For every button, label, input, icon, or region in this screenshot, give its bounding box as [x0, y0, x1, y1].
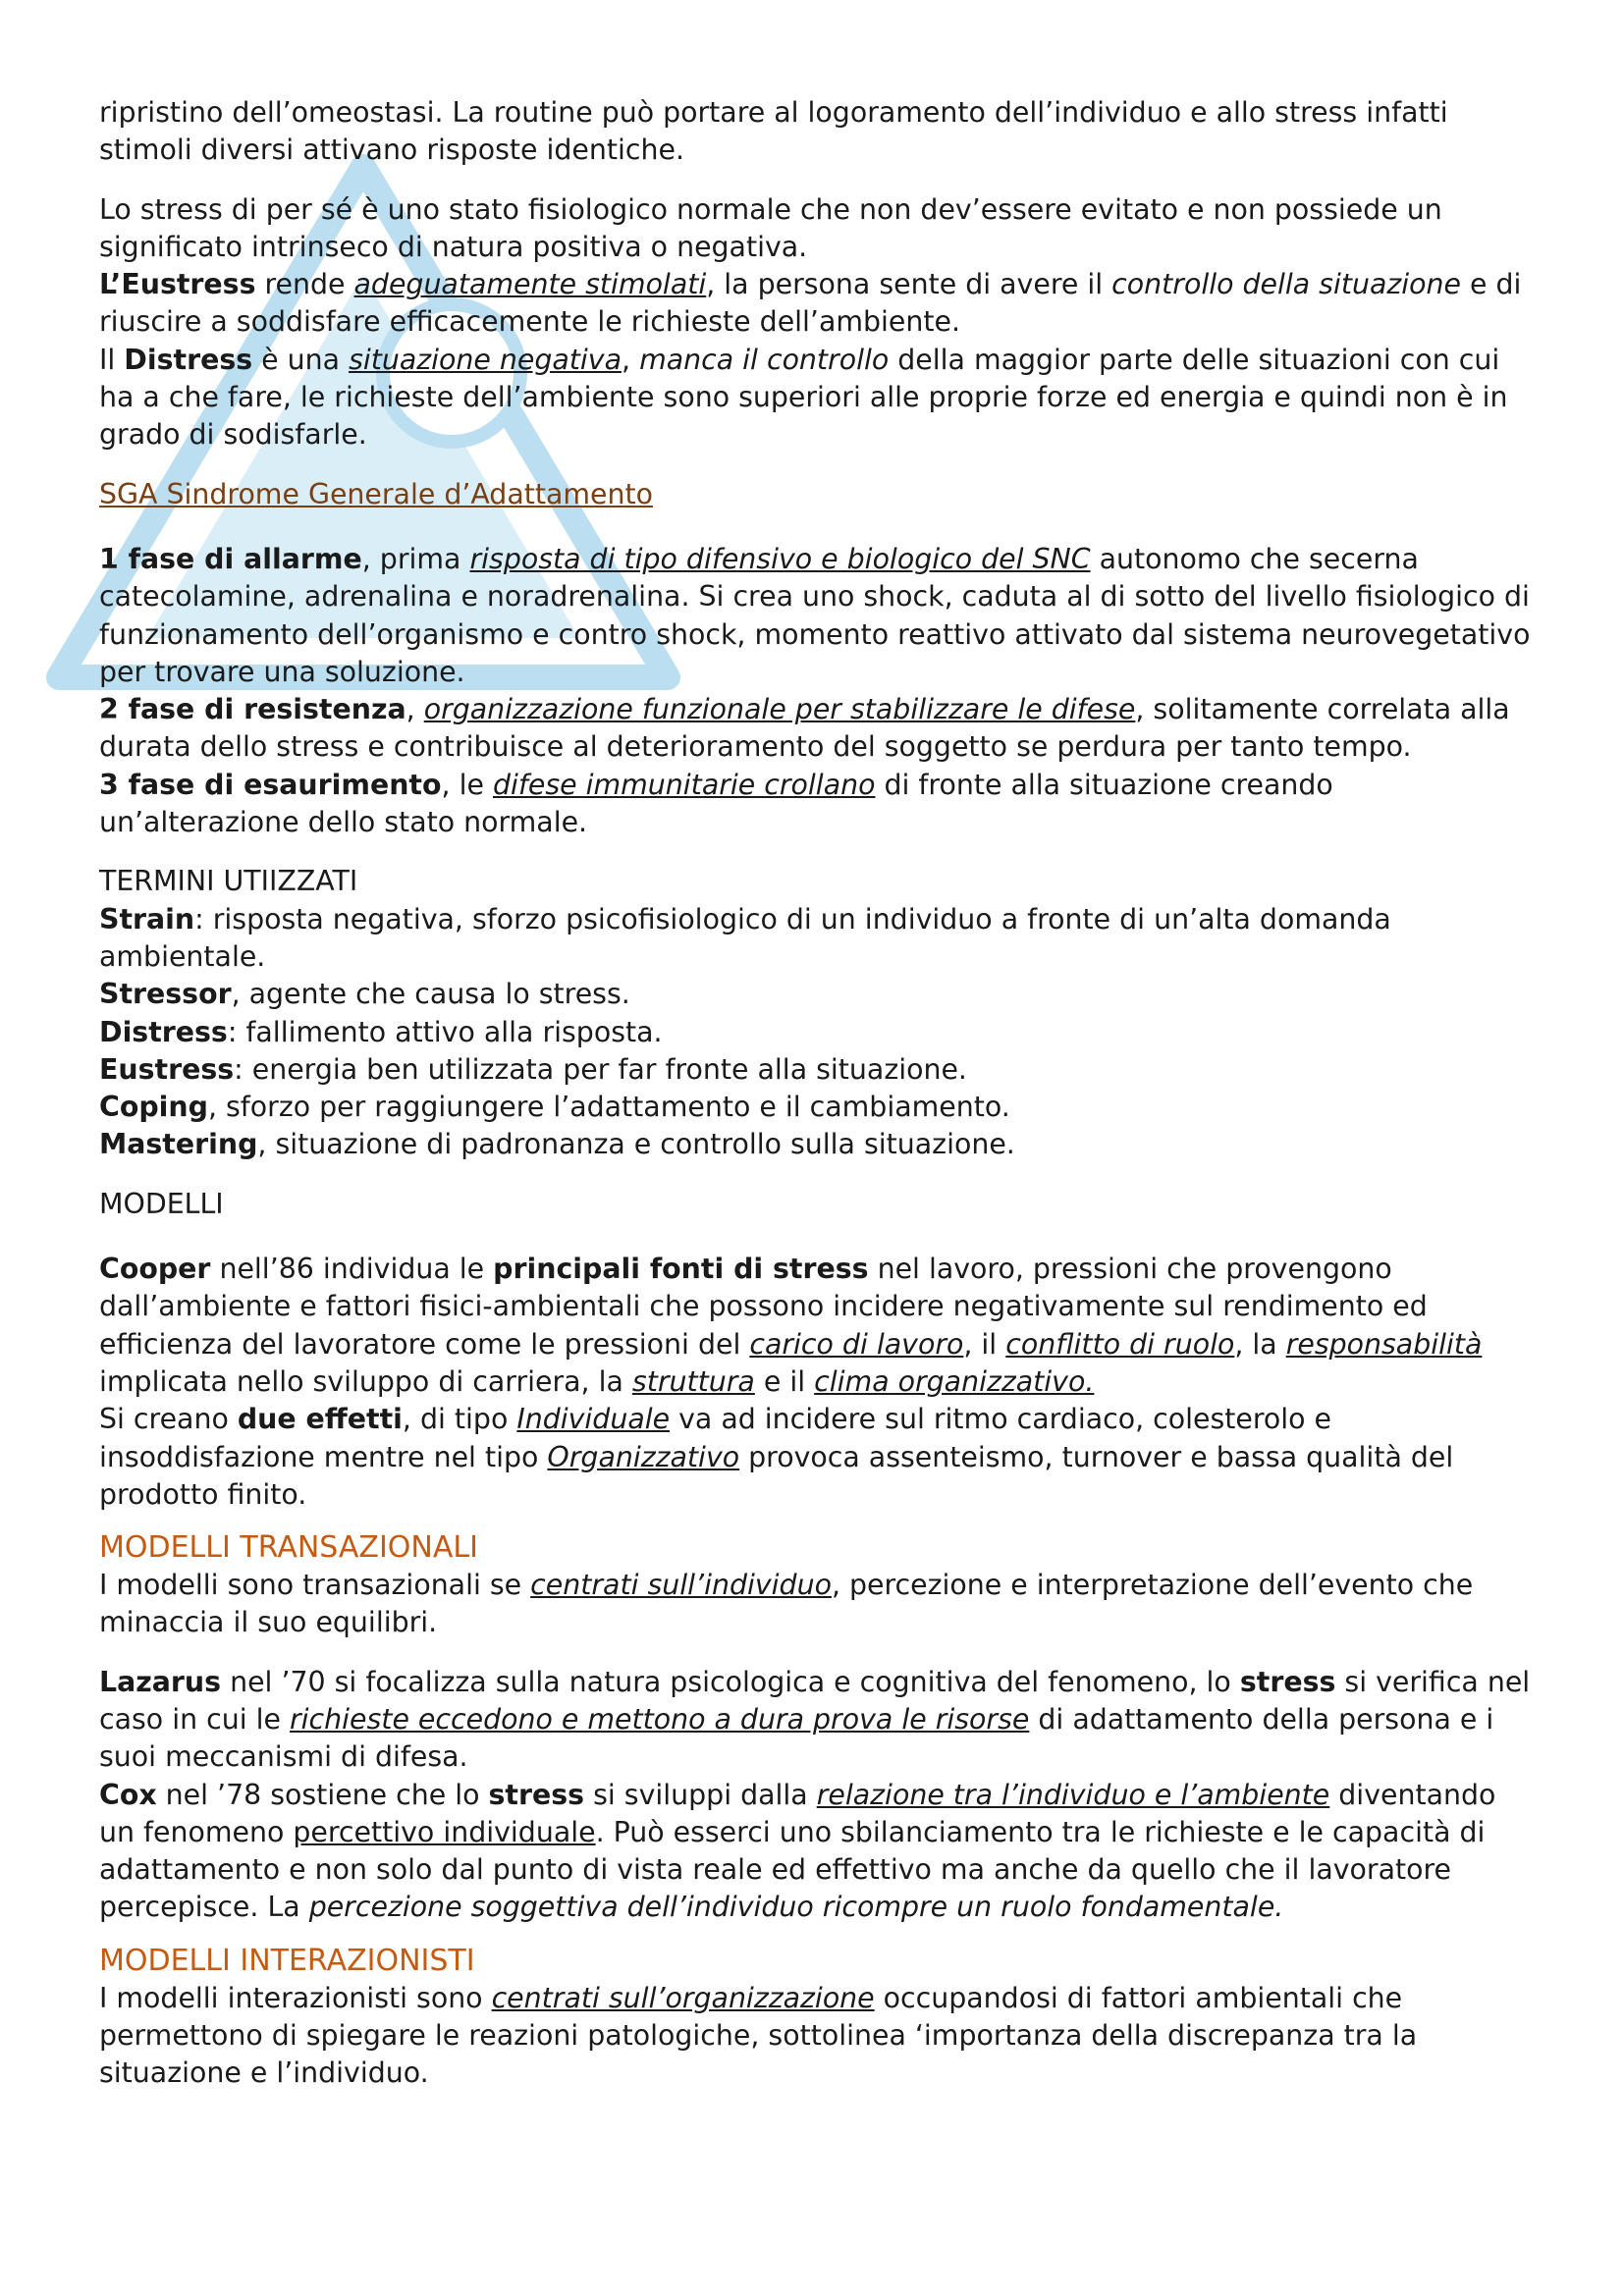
paragraph-eustress: L’Eustress rende adeguatamente stimolati, la persona sente di avere il controllo della situazione e di riuscire a soddisfare efficacemente le richieste dell’ambiente.: [99, 268, 1522, 339]
emphasis-manca-controllo: manca il controllo: [639, 343, 890, 376]
paragraph-transazionali: I modelli sono transazionali se centrati sull’individuo, percezione e interpretazione dell’evento che minaccia il suo equilibri.: [99, 1569, 1474, 1639]
term-item: Strain: risposta negativa, sforzo psicofisiologico di un individuo a fronte di un’alta domanda ambientale.: [99, 902, 1391, 973]
paragraph-fase-2: 2 fase di resistenza, organizzazione funzionale per stabilizzare le difese, solitamente correlata alla durata dello stress e contribuisce al deterioramento del soggetto se perdura per tanto tempo.: [99, 693, 1510, 764]
term-item: Mastering, situazione di padronanza e controllo sulla situazione.: [99, 1128, 1015, 1161]
term-lazarus: Lazarus: [99, 1665, 222, 1698]
sga-link[interactable]: SGA Sindrome Generale d’Adattamento: [99, 477, 654, 510]
emphasis-situazione-negativa: situazione negativa: [349, 343, 622, 376]
paragraph-omeostasi: ripristino dell’omeostasi. La routine può portare al logoramento dell’individuo e allo stress infatti stimoli diversi attivano risposte identiche.: [99, 96, 1448, 167]
term-distress: Distress: [124, 343, 253, 376]
heading-modelli-interazionisti: MODELLI INTERAZIONISTI: [99, 1943, 475, 1978]
paragraph-cooper: Cooper nell’86 individua le principali fonti di stress nel lavoro, pressioni che provengono dall’ambiente e fattori fisici-ambientali che possono incidere negativamente sul rendimento ed efficienza del lavoratore come le pressioni del carico di lavoro, il conflitto di ruolo, la responsabilità implicata nello sviluppo di carriera, la struttura e il clima organizzativo.: [99, 1253, 1483, 1398]
paragraph-cox: Cox nel ’78 sostiene che lo stress si sviluppi dalla relazione tra l’individuo e l’ambiente diventando un fenomeno percettivo individuale. Può esserci uno sbilanciamento tra le richieste e le capacità di adattamento e non solo dal punto di vista reale ed effettivo ma anche da quello che il lavoratore percepisce. La percezione soggettiva dell’individuo ricompre un ruolo fondamentale.: [99, 1778, 1496, 1924]
term-eustress: L’Eustress: [99, 268, 256, 301]
emphasis-organizzazione-funzionale: organizzazione funzionale per stabilizzare le difese: [423, 693, 1136, 726]
term-cox: Cox: [99, 1778, 157, 1811]
emphasis-controllo: controllo della situazione: [1111, 268, 1461, 301]
paragraph-interazionisti: I modelli interazionisti sono centrati sull’organizzazione occupandosi di fattori ambientali che permettono di spiegare le reazioni patologiche, sottolinea ‘importanza della discrepanza tra la situazione e l’individuo.: [99, 1981, 1418, 2090]
paragraph-effetti: Si creano due effetti, di tipo Individuale va ad incidere sul ritmo cardiaco, colesterolo e insoddisfazione mentre nel tipo Organizzativo provoca assenteismo, turnover e bassa qualità del prodotto finito.: [99, 1403, 1454, 1511]
modelli-title: MODELLI: [99, 1187, 224, 1220]
paragraph-fase-1: 1 fase di allarme, prima risposta di tipo difensivo e biologico del SNC autonomo che secerna catecolamine, adrenalina e noradrenalina. Si crea uno shock, caduta al di sotto del livello fisiologico di funzionamento dell’organismo e contro shock, momento reattivo attivato dal sistema neurovegetativo per trovare una soluzione.: [99, 542, 1531, 688]
term-fase-esaurimento: 3 fase di esaurimento: [99, 768, 442, 801]
paragraph-stress-normale: Lo stress di per sé è uno stato fisiologico normale che non dev’essere evitato e non possiede un significato intrinseco di natura positiva o negativa.: [99, 192, 1442, 263]
emphasis-difese-immunitarie: difese immunitarie crollano: [492, 768, 876, 801]
term-item: Eustress: energia ben utilizzata per far fronte alla situazione.: [99, 1052, 967, 1086]
term-item: Coping, sforzo per raggiungere l’adattamento e il cambiamento.: [99, 1091, 1010, 1124]
termini-title: TERMINI UTIIZZATI: [99, 865, 358, 898]
paragraph-lazarus: Lazarus nel ’70 si focalizza sulla natura psicologica e cognitiva del fenomeno, lo stress si verifica nel caso in cui le richieste eccedono e mettono a dura prova le risorse di adattamento della persona e i suoi meccanismi di difesa.: [99, 1665, 1531, 1774]
document-page: [99, 94, 1538, 2093]
term-cooper: Cooper: [99, 1253, 211, 1286]
emphasis-risposta-difensiva: risposta di tipo difensivo e biologico del SNC: [469, 542, 1091, 575]
term-item: Distress: fallimento attivo alla risposta.: [99, 1015, 663, 1048]
paragraph-distress: Il Distress è una situazione negativa, manca il controllo della maggior parte delle situazioni con cui ha a che fare, le richieste dell’ambiente sono superiori alle proprie forze ed energia e quindi non è in grado di sodisfarle.: [99, 343, 1508, 452]
emphasis-adeguatamente-stimolati: adeguatamente stimolati: [353, 268, 707, 301]
sga-link-paragraph: [99, 476, 1538, 513]
term-item: Stressor, agente che causa lo stress.: [99, 978, 630, 1011]
paragraph-fase-3: 3 fase di esaurimento, le difese immunitarie crollano di fronte alla situazione creando un’alterazione dello stato normale.: [99, 768, 1333, 839]
term-fase-allarme: 1 fase di allarme: [99, 542, 362, 575]
terms-list: [99, 901, 1538, 1164]
heading-modelli-transazionali: MODELLI TRANSAZIONALI: [99, 1530, 478, 1566]
term-fase-resistenza: 2 fase di resistenza: [99, 693, 406, 726]
